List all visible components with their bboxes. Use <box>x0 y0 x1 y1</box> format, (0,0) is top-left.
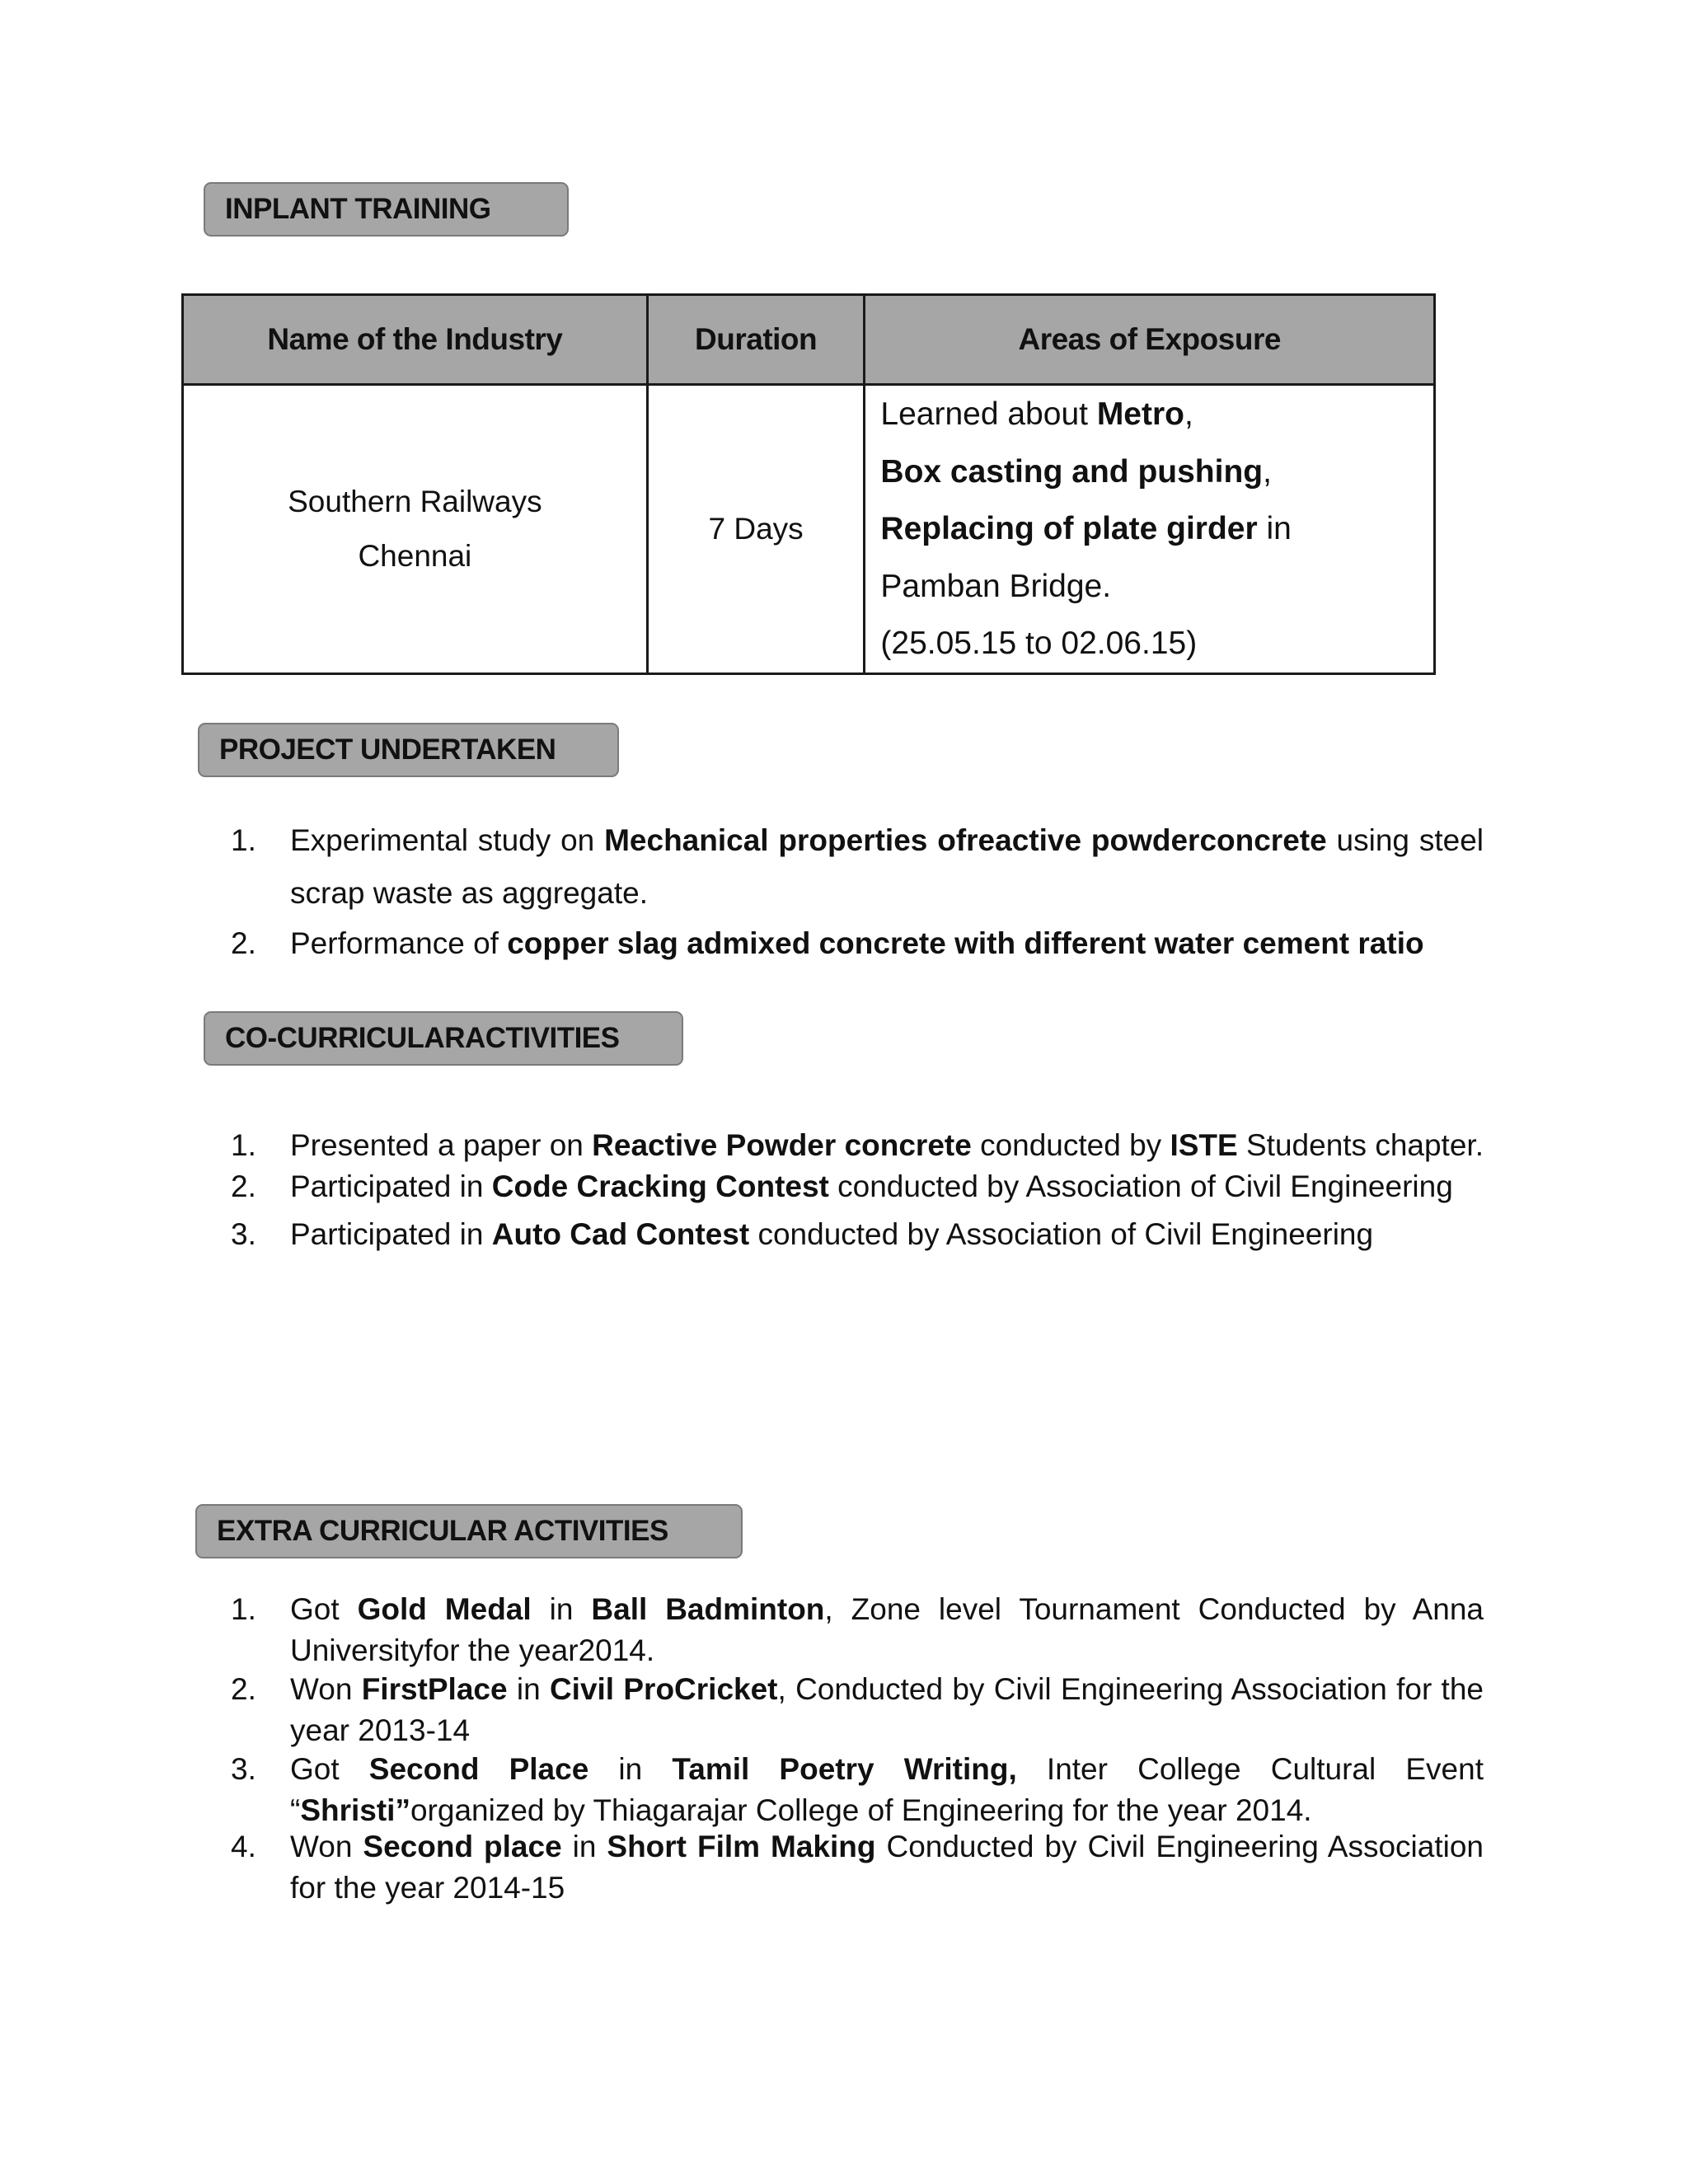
list-item: 1. Experimental study on Mechanical properties ofreactive powderconcrete using steel scrap waste as aggregate. <box>290 814 1484 920</box>
list-item: 3. Got Second Place in Tamil Poetry Writing, Inter College Cultural Event “Shristi”organized by Thiagarajar College of Engineering for the year 2014. <box>290 1749 1484 1831</box>
table-header-duration: Duration <box>647 295 865 385</box>
table-header-industry: Name of the Industry <box>183 295 648 385</box>
list-number: 2. <box>231 1169 256 1203</box>
list-number: 4. <box>231 1830 256 1863</box>
list-item: 1. Got Gold Medal in Ball Badminton, Zone level Tournament Conducted by Anna Universityfor the year2014. <box>290 1589 1484 1671</box>
list-number: 1. <box>231 1592 256 1626</box>
list-number: 1. <box>231 823 256 857</box>
list-item: 2. Won FirstPlace in Civil ProCricket, Conducted by Civil Engineering Association for the year 2013-14 <box>290 1669 1484 1751</box>
industry-location: Chennai <box>358 538 472 573</box>
industry-name: Southern Railways <box>288 484 542 518</box>
list-number: 2. <box>231 1672 256 1706</box>
table-header-exposure: Areas of Exposure <box>865 295 1435 385</box>
project-list <box>231 814 1484 970</box>
exposure-dates: (25.05.15 to 02.06.15) <box>880 626 1198 661</box>
section-heading-co-curricular: CO-CURRICULARACTIVITIES <box>204 1011 683 1066</box>
duration-cell: 7 Days <box>647 385 865 674</box>
section-heading-inplant-training: INPLANT TRAINING <box>204 182 569 237</box>
list-number: 3. <box>231 1217 256 1251</box>
exposure-line: Replacing of plate girder in <box>880 511 1292 546</box>
extra-curricular-list <box>231 1589 1484 1909</box>
list-number: 1. <box>231 1128 256 1162</box>
list-item: 4. Won Second place in Short Film Making Conducted by Civil Engineering Association for the year 2014-15 <box>290 1826 1484 1909</box>
exposure-line: Pamban Bridge. <box>880 568 1112 604</box>
inplant-training-table <box>181 293 1436 675</box>
list-number: 2. <box>231 926 256 960</box>
section-heading-project-undertaken: PROJECT UNDERTAKEN <box>198 723 619 777</box>
industry-cell <box>183 385 648 674</box>
co-curricular-list <box>231 1125 1484 1261</box>
exposure-line: Box casting and pushing, <box>880 453 1272 490</box>
exposure-cell <box>865 385 1435 674</box>
list-number: 3. <box>231 1752 256 1786</box>
list-item: 3. Participated in Auto Cad Contest conducted by Association of Civil Engineering <box>290 1208 1484 1261</box>
table-row <box>183 385 1435 674</box>
exposure-line: Learned about Metro, <box>880 396 1193 432</box>
section-heading-extra-curricular: EXTRA CURRICULAR ACTIVITIES <box>195 1504 743 1558</box>
list-item: 2. Performance of copper slag admixed concrete with different water cement ratio <box>290 917 1484 970</box>
list-item: 1. Presented a paper on Reactive Powder concrete conducted by ISTE Students chapter. <box>290 1125 1484 1166</box>
list-item: 2. Participated in Code Cracking Contest conducted by Association of Civil Engineering <box>290 1160 1484 1213</box>
table-header-row <box>183 295 1435 385</box>
